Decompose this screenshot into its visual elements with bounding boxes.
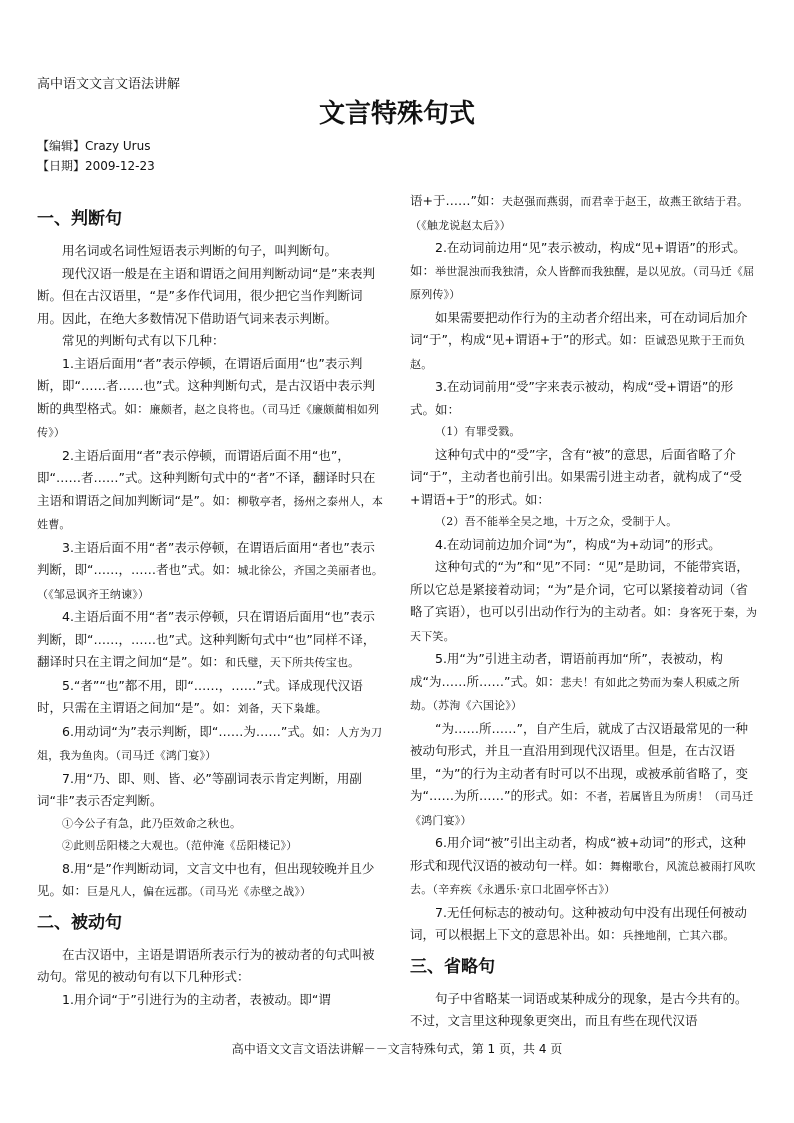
item-text: “为……所……”，自产生后，就成了古汉语最常见的一种被动句形式，并且一直沿用到现代汉语里。但是，在古汉语里，“为”的行为主动者有时可以不出现，或被承前省略了，变为“……为所……”的形式。如： xyxy=(410,720,748,803)
item-text: 5.用“为”引进主动者，谓语前再加“所”，表被动，构成“为……所……”式。如： xyxy=(410,651,723,689)
paragraph: 常见的判断句式有以下几种： xyxy=(62,333,225,348)
item-text: 如果需要把动作行为的主动者介绍出来，可在动词后加介词“于”，构成“见+谓语+于”的形式。如： xyxy=(410,309,748,347)
example-text: 夫赵强而燕弱，而君幸于赵王，故燕王欲结于君。（《触龙说赵太后》） xyxy=(410,195,749,232)
section-heading-omission: 三、省略句 xyxy=(410,956,495,977)
item-text: 8.用“是”作判断动词，文言文中也有，但出现较晚并且少见。如： xyxy=(37,860,375,898)
example-text: 举世混浊而我独清，众人皆醉而我独醒，是以见放。（司马迁《屈原列传》） xyxy=(410,264,755,301)
item-text: 2.在动词前边用“见”表示被动，构成“见+谓语”的形式。如： xyxy=(410,240,746,278)
left-column xyxy=(37,200,385,1011)
example-text: 巨是凡人，偏在远郡。（司马光《赤壁之战》） xyxy=(87,885,312,898)
example-text: 柳敬亭者，扬州之泰州人，本姓曹。 xyxy=(37,494,384,531)
list-item xyxy=(410,648,758,718)
example-text: 悲夫！有如此之势而为秦人积威之所劫。（苏洵《六国论》） xyxy=(410,675,740,712)
list-item xyxy=(410,832,758,902)
example-text: 廉颇者，赵之良将也。（司马迁《廉颇蔺相如列传》） xyxy=(37,402,380,439)
example-line: ①今公子有急，此乃臣效命之秋也。 xyxy=(62,816,242,830)
paragraph xyxy=(410,307,758,377)
item-text: 4.主语后面不用“者”表示停顿，只在谓语后面用“也”表示判断，即“……，……也”式。这种判断句式中“也”同样不译，翻译时只在主谓之间加“是”。如： xyxy=(37,609,376,669)
example-text: 臣诚恐见欺于王而负赵。 xyxy=(410,334,746,371)
list-item: 7.用“乃、即、则、皆、必”等副词表示肯定判断，用副词“非”表示否定判断。 xyxy=(37,770,362,808)
paragraph xyxy=(410,556,758,648)
example-text: 人方为刀俎，我为鱼肉。（司马迁《鸿门宴》） xyxy=(37,725,383,762)
paragraph: 用名词或名词性短语表示判断的句子，叫判断句。 xyxy=(62,243,338,258)
list-item xyxy=(37,606,385,675)
running-title: 高中语文文言文语法讲解 xyxy=(37,77,181,92)
list-item xyxy=(37,445,385,537)
item-text: 语+于……”如： xyxy=(410,193,502,208)
page-footer: 高中语文文言文语法讲解－－文言特殊句式，第 1 页，共 4 页 xyxy=(231,1042,563,1056)
list-item xyxy=(37,537,385,607)
example-text: 不者，若属皆且为所虏！（司马迁《鸿门宴》） xyxy=(410,790,754,827)
list-item: 3.在动词前用“受”字来表示被动，构成“受+谓语”的形式。如： xyxy=(410,379,734,417)
paragraph: 现代汉语一般是在主语和谓语之间用判断动词“是”来表判断。但在古汉语里，“是”多作代词用，很少把它当作判断词用。因此，在绝大多数情况下借助语气词来表示判断。 xyxy=(37,265,375,326)
paragraph xyxy=(410,718,758,833)
list-item xyxy=(37,858,385,904)
example-line: （1）有罪受戮。 xyxy=(435,425,521,438)
section-heading-judgment: 一、判断句 xyxy=(37,209,122,229)
list-item xyxy=(410,902,758,948)
item-text: 1.主语后面用“者”表示停顿，在谓语后面用“也”表示判断，即“……者……也”式。这种判断句式，是古汉语中表示判断的典型格式。如： xyxy=(37,355,375,416)
list-item-continued xyxy=(410,190,758,237)
example-text: 兵挫地削，亡其六郡。 xyxy=(622,929,735,942)
list-item: 1.用介词“于”引进行为的主动者，表被动。即“谓 xyxy=(62,991,331,1007)
item-text: 2.主语后面用“者”表示停顿，而谓语后面不用“也”，即“……者……”式。这种判断句式中的“者”不译，翻译时只在主语和谓语之间加判断词“是”。如： xyxy=(37,447,376,508)
document-title: 文言特殊句式 xyxy=(318,99,475,129)
example-text: 和氏璧，天下所共传宝也。 xyxy=(224,656,360,669)
list-item xyxy=(37,353,385,445)
item-text: 6.用动词“为”表示判断，即“……为……”式。如： xyxy=(62,723,338,739)
date-line: 【日期】2009-12-23 xyxy=(37,159,155,173)
right-column xyxy=(410,190,758,1033)
editor-line: 【编辑】Crazy Urus xyxy=(37,139,151,153)
example-line: （2）吾不能举全吴之地，十万之众，受制于人。 xyxy=(435,515,678,528)
list-item xyxy=(37,721,385,768)
section-heading-passive: 二、被动句 xyxy=(37,912,122,933)
list-item xyxy=(37,675,385,721)
item-text: 7.无任何标志的被动句。这种被动句中没有出现任何被动词，可以根据上下文的意思补出。如： xyxy=(410,904,747,942)
paragraph: 句子中省略某一词语或某种成分的现象，是古今共有的。不过，文言里这种现象更突出，而且有些在现代汉语 xyxy=(410,990,748,1028)
item-text: 这种句式的“为”和“见”不同：“见”是助词，不能带宾语，所以它总是紧接着动词；“为”是介词，它可以紧接着动词（省略了宾语），也可以引出动作行为的主动者。如： xyxy=(410,559,749,619)
item-text: 5.“者”“也”都不用，即“……，……”式。译成现代汉语时，只需在主谓语之间加“是”。如： xyxy=(37,677,363,715)
example-text: 身客死于秦，为天下笑。 xyxy=(410,606,758,643)
paragraph: 这种句式中的“受”字，含有“被”的意思，后面省略了介词“于”，主动者也前引出。如果需引进主动者，就构成了“受+谓语+于”的形式。如： xyxy=(410,446,742,507)
example-text: 城北徐公，齐国之美丽者也。（《邹忌讽齐王纳谏》） xyxy=(37,564,384,601)
item-text: 3.主语后面不用“者”表示停顿，在谓语后面用“者也”表示判断，即“……，……者也”式。如： xyxy=(37,539,375,577)
item-text: 6.用介词“被”引出主动者，构成“被+动词”的形式，这种形式和现代汉语的被动句一样。如： xyxy=(410,835,746,873)
example-text: 舞榭歌台，风流总被雨打风吹去。（辛弃疾《永遇乐·京口北固亭怀古》） xyxy=(410,859,756,896)
list-item: 4.在动词前边加介词“为”，构成“为+动词”的形式。 xyxy=(435,536,721,552)
paragraph: 在古汉语中，主语是谓语所表示行为的被动者的句式叫被动句。常见的被动句有以下几种形式： xyxy=(37,946,375,984)
example-text: 刘备，天下枭雄。 xyxy=(237,702,328,715)
example-line: ②此则岳阳楼之大观也。（范仲淹《岳阳楼记》） xyxy=(62,839,298,852)
list-item xyxy=(410,237,758,307)
